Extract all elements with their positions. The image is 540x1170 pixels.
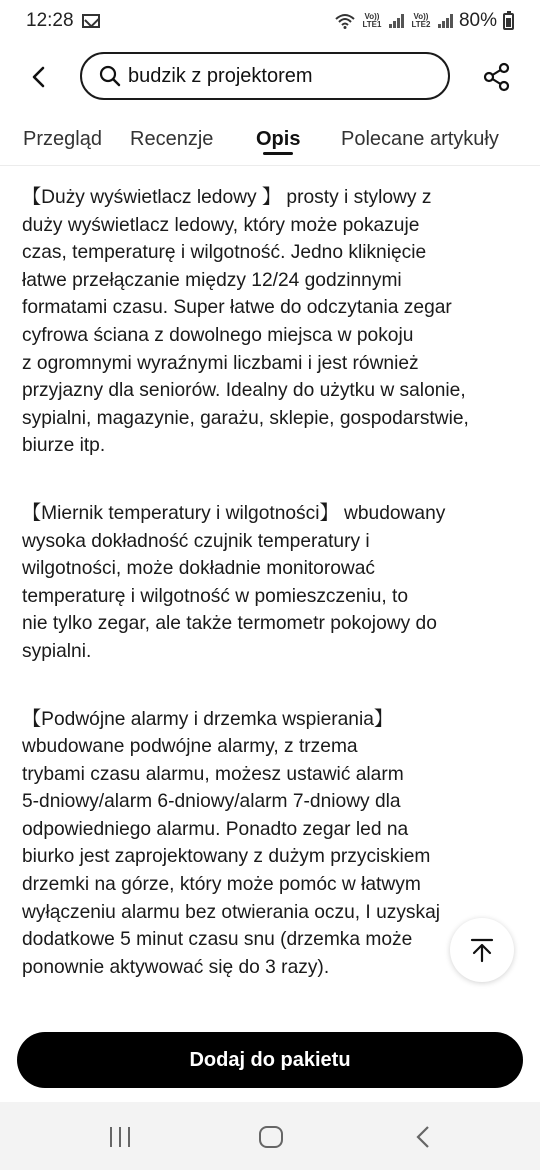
- battery-icon: [503, 13, 514, 30]
- description-line: wilgotności, może dokładnie monitorować: [22, 558, 376, 580]
- description-line: łatwe przełączanie między 12/24 godzinnymi: [22, 269, 402, 291]
- search-header: [0, 50, 540, 106]
- add-to-bundle-button[interactable]: Dodaj do pakietu: [17, 1032, 523, 1088]
- description-line: wysoka dokładność czujnik temperatury i: [22, 530, 370, 552]
- description-paragraph: [22, 706, 522, 982]
- description-paragraph: [22, 500, 522, 666]
- tab-overview[interactable]: Przegląd: [23, 128, 102, 150]
- home-icon: [258, 1125, 284, 1149]
- description-line: z ogromnymi wyraźnymi liczbami i jest również: [22, 352, 419, 374]
- tab-bar: [0, 116, 540, 166]
- recent-apps-button[interactable]: [105, 1122, 135, 1152]
- back-nav-icon: [414, 1125, 432, 1149]
- search-input[interactable]: [80, 52, 450, 100]
- tab-reviews[interactable]: Recenzje: [130, 128, 214, 150]
- description-line: drzemki na górze, który może pomóc w łatwym: [22, 874, 421, 896]
- description-line: cyfrowa ściana z dowolnego miejsca w pokoju: [22, 324, 414, 346]
- description-line: odpowiedniego alarmu. Ponadto zegar led na: [22, 818, 409, 840]
- description-line: ponownie aktywować się do 3 razy).: [22, 956, 330, 978]
- battery-percent: 80%: [458, 10, 497, 31]
- description-line: formatami czasu. Super łatwe do odczytania zegar: [22, 297, 452, 319]
- recent-apps-icon: [108, 1126, 132, 1148]
- description-line: nie tylko zegar, ale także termometr pokojowy do: [22, 613, 437, 635]
- arrow-up-to-top-icon: [469, 937, 495, 963]
- signal-icon: [438, 14, 453, 28]
- description-line: wbudowane podwójne alarmy, z trzema: [22, 736, 358, 758]
- description-line: duży wyświetlacz ledowy, który może pokazuje: [22, 214, 420, 236]
- active-tab-indicator: [263, 152, 293, 155]
- system-nav-bar: [0, 1102, 540, 1170]
- description-line: biurko jest zaprojektowany z dużym przyciskiem: [22, 846, 431, 868]
- chevron-left-icon: [29, 66, 49, 88]
- description-line: trybami czasu alarmu, możesz ustawić alarm: [22, 763, 404, 785]
- sim2-label: Vo)) LTE2: [411, 12, 431, 29]
- share-icon: [482, 62, 512, 92]
- description-line: sypialni, magazynie, garażu, sklepie, gospodarstwie,: [22, 407, 469, 429]
- description-line: temperaturę i wilgotność w pomieszczeniu, to: [22, 585, 409, 607]
- back-to-top-button[interactable]: [450, 918, 514, 982]
- mail-icon: [82, 14, 100, 28]
- description-line: sypialni.: [22, 640, 92, 662]
- tab-description[interactable]: Opis: [256, 128, 301, 150]
- search-query: budzik z projektorem: [128, 64, 313, 87]
- description-line: wyłączeniu alarmu bez otwierania oczu, I uzyskaj: [22, 901, 441, 923]
- status-bar: [0, 0, 540, 42]
- description-line: 【Miernik temperatury i wilgotności】 wbudowany: [22, 502, 446, 524]
- description-line: dodatkowe 5 minut czasu snu (drzemka może: [22, 929, 413, 951]
- home-button[interactable]: [256, 1122, 286, 1152]
- signal-icon: [389, 14, 404, 28]
- search-icon: [98, 64, 122, 88]
- description-paragraph: [22, 184, 522, 460]
- description-line: przyjazny dla seniorów. Idealny do użytku w salonie,: [22, 380, 466, 402]
- share-button[interactable]: [480, 60, 514, 94]
- back-button[interactable]: [22, 60, 56, 94]
- back-nav-button[interactable]: [408, 1122, 438, 1152]
- status-time: 12:28: [26, 10, 74, 31]
- tab-recommended[interactable]: Polecane artykuły: [341, 128, 499, 150]
- description-content: [22, 184, 522, 1024]
- description-line: biurze itp.: [22, 435, 106, 457]
- description-line: czas, temperaturę i wilgotność. Jedno kliknięcie: [22, 242, 427, 264]
- description-line: 【Duży wyświetlacz ledowy 】 prosty i stylowy z: [22, 187, 432, 208]
- description-line: 5-dniowy/alarm 6-dniowy/alarm 7-dniowy dla: [22, 791, 401, 813]
- wifi-icon: [335, 13, 355, 29]
- sim1-label: Vo)) LTE1: [362, 12, 382, 29]
- description-line: 【Podwójne alarmy i drzemka wspierania】: [22, 708, 394, 730]
